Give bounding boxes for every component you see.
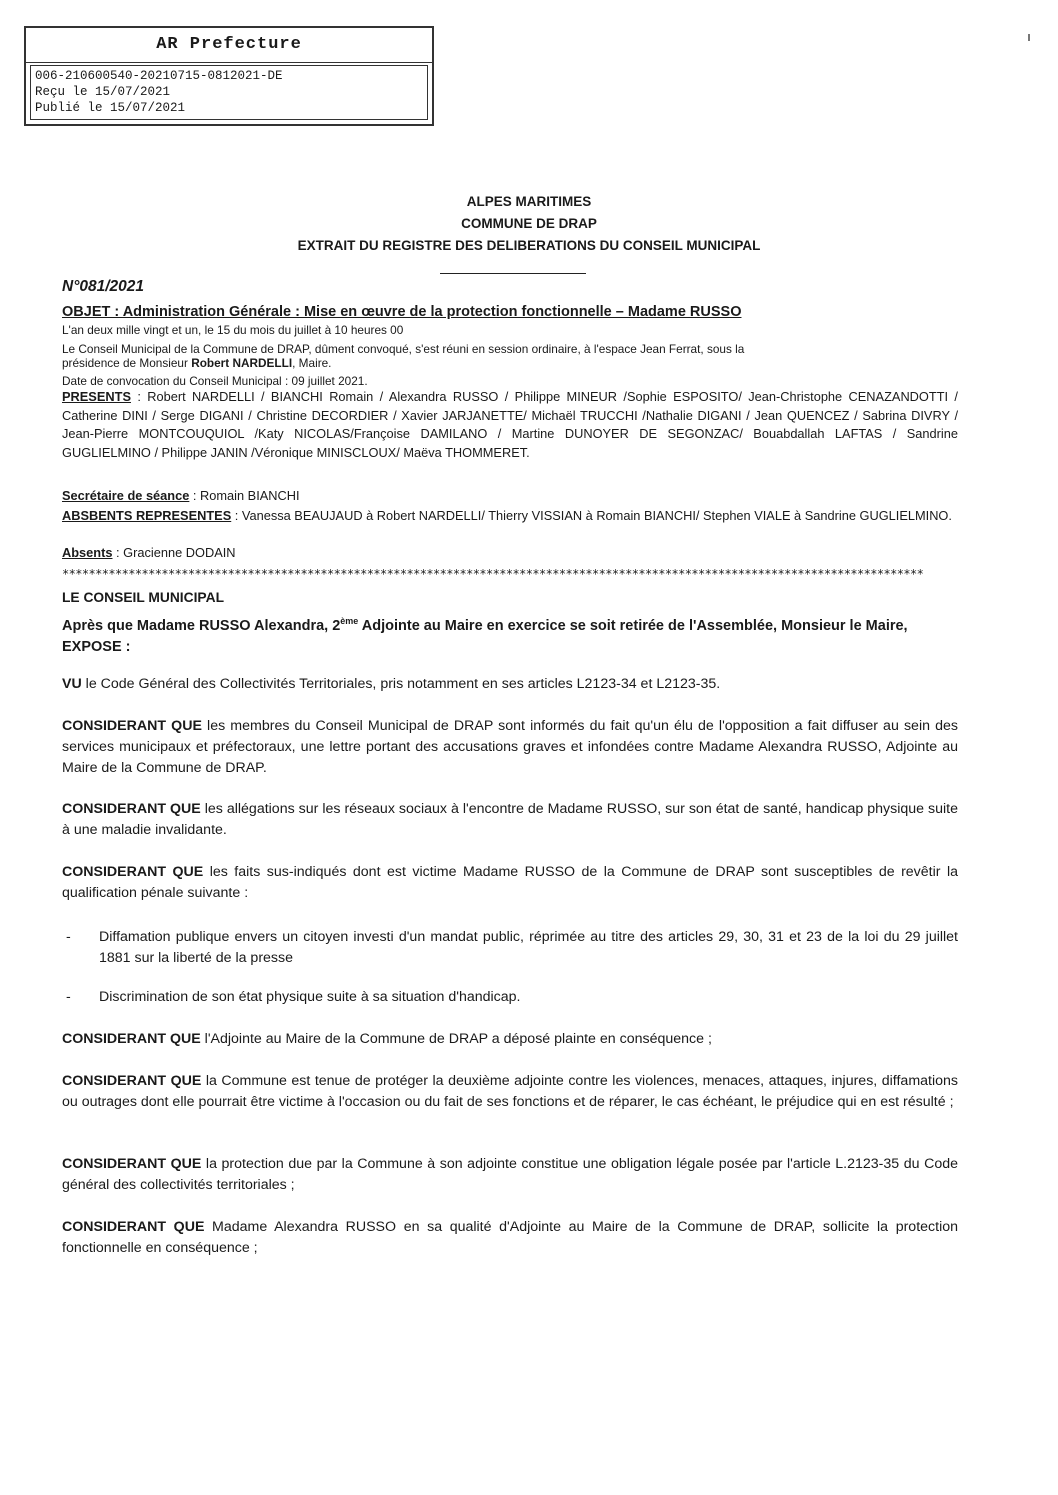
header-divider xyxy=(440,273,586,274)
apres-statement: Après que Madame RUSSO Alexandra, 2ème Adjointe au Maire en exercice se soit retirée de l'Assemblée, Monsieur le Maire, EXPOSE : xyxy=(62,616,908,655)
considerant-2: CONSIDERANT QUE les allégations sur les réseaux sociaux à l'encontre de Madame RUSSO, sur son état de santé, handicap physique suite à une maladie invalidante. xyxy=(62,801,958,838)
header-department: ALPES MARITIMES xyxy=(466,194,592,209)
considerant-5: CONSIDERANT QUE la Commune est tenue de protéger la deuxième adjointe contre les violences, menaces, attaques, injures, diffamations ou outrages dont elle pourrait être victime à l'occasion ou du fait de ses fonctions et de réparer, le cas échéant, le préjudice qui en est résulté ; xyxy=(62,1073,958,1110)
deliberation-number: N°081/2021 xyxy=(62,278,145,295)
deliberation-subject: OBJET : Administration Générale : Mise en œuvre de la protection fonctionnelle – Madame RUSSO xyxy=(62,304,742,320)
intro-session: Le Conseil Municipal de la Commune de DRAP, dûment convoqué, s'est réuni en session ordinaire, à l'espace Jean Ferrat, sous la xyxy=(62,342,745,356)
stamp-title: AR Prefecture xyxy=(26,28,432,63)
presents-list: PRESENTS : Robert NARDELLI / BIANCHI Romain / Alexandra RUSSO / Philippe MINEUR /Sophie ESPOSITO/ Jean-Christophe CENAZANDOTTI / Catherine DINI / Serge DIGANI / Christine DECORDIER / Xavier JARJANETTE/ Michaël TRUCCHI /Nathalie DIGANI / Jean QUENCEZ / Sabrina DIVRY / Jean-Pierre MONTCOUQUIOL /Katy NICOLAS/Françoise DAMILANO / Martine DUNOYER DE SEGONZAC/ Bouabdallah LAFTAS / Sandrine GUGLIELMINO / Philippe JANIN /Véronique MINISCLOUX/ Maëva THOMMERET. xyxy=(62,389,958,460)
stamp-received: Reçu le 15/07/2021 xyxy=(35,85,171,99)
conseil-heading: LE CONSEIL MUNICIPAL xyxy=(62,590,224,605)
secretaire-line: Secrétaire de séance : Romain BIANCHI xyxy=(62,488,300,503)
margin-mark xyxy=(1028,34,1030,41)
intro-date: L'an deux mille vingt et un, le 15 du mois du juillet à 10 heures 00 xyxy=(62,323,404,337)
absents-line: Absents : Gracienne DODAIN xyxy=(62,545,236,560)
considerant-3: CONSIDERANT QUE les faits sus-indiqués dont est victime Madame RUSSO de la Commune de DRAP sont susceptibles de revêtir la qualification pénale suivante : xyxy=(62,864,958,901)
intro-convocation: Date de convocation du Conseil Municipal : 09 juillet 2021. xyxy=(62,374,368,388)
presents-label: PRESENTS xyxy=(62,389,131,404)
intro-presidence: présidence de Monsieur Robert NARDELLI, Maire. xyxy=(62,356,332,370)
absents-representes: ABSBENTS REPRESENTES : Vanessa BEAUJAUD à Robert NARDELLI/ Thierry VISSIAN à Romain BIANCHI/ Stephen VIALE à Sandrine GUGLIELMINO. xyxy=(62,508,952,523)
vu-paragraph: VU le Code Général des Collectivités Territoriales, pris notamment en ses articles L2123-34 et L2123-35. xyxy=(62,676,721,692)
considerant-4: CONSIDERANT QUE l'Adjointe au Maire de la Commune de DRAP a déposé plainte en conséquence ; xyxy=(62,1031,712,1047)
considerant-1: CONSIDERANT QUE les membres du Conseil Municipal de DRAP sont informés du fait qu'un élu de l'opposition a fait diffuser au sein des services municipaux et préfectoraux, une lettre portant des accusations graves et infondées contre Madame Alexandra RUSSO, Adjointe au Maire de la Commune de DRAP. xyxy=(62,718,958,776)
stamp-published: Publié le 15/07/2021 xyxy=(35,101,186,115)
separator-stars: ********************************************************************************************************************************** xyxy=(62,567,924,581)
considerant-6: CONSIDERANT QUE la protection due par la Commune à son adjointe constitue une obligation légale posée par l'article L.2123-35 du Code général des collectivités territoriales ; xyxy=(62,1156,958,1193)
bullet-diffamation: - Diffamation publique envers un citoyen investi d'un mandat public, réprimée au titre des articles 29, 30, 31 et 23 de la loi du 29 juillet 1881 sur la liberté de la presse xyxy=(66,929,958,966)
stamp-details xyxy=(30,65,428,120)
prefecture-stamp xyxy=(24,26,434,126)
considerant-7: CONSIDERANT QUE Madame Alexandra RUSSO en sa qualité d'Adjointe au Maire de la Commune de DRAP, sollicite la protection fonctionnelle en conséquence ; xyxy=(62,1219,958,1256)
stamp-reference: 006-210600540-20210715-0812021-DE xyxy=(35,69,283,83)
header-register: EXTRAIT DU REGISTRE DES DELIBERATIONS DU CONSEIL MUNICIPAL xyxy=(297,238,761,253)
header-commune: COMMUNE DE DRAP xyxy=(461,216,597,231)
bullet-discrimination: - Discrimination de son état physique suite à sa situation d'handicap. xyxy=(66,989,521,1005)
